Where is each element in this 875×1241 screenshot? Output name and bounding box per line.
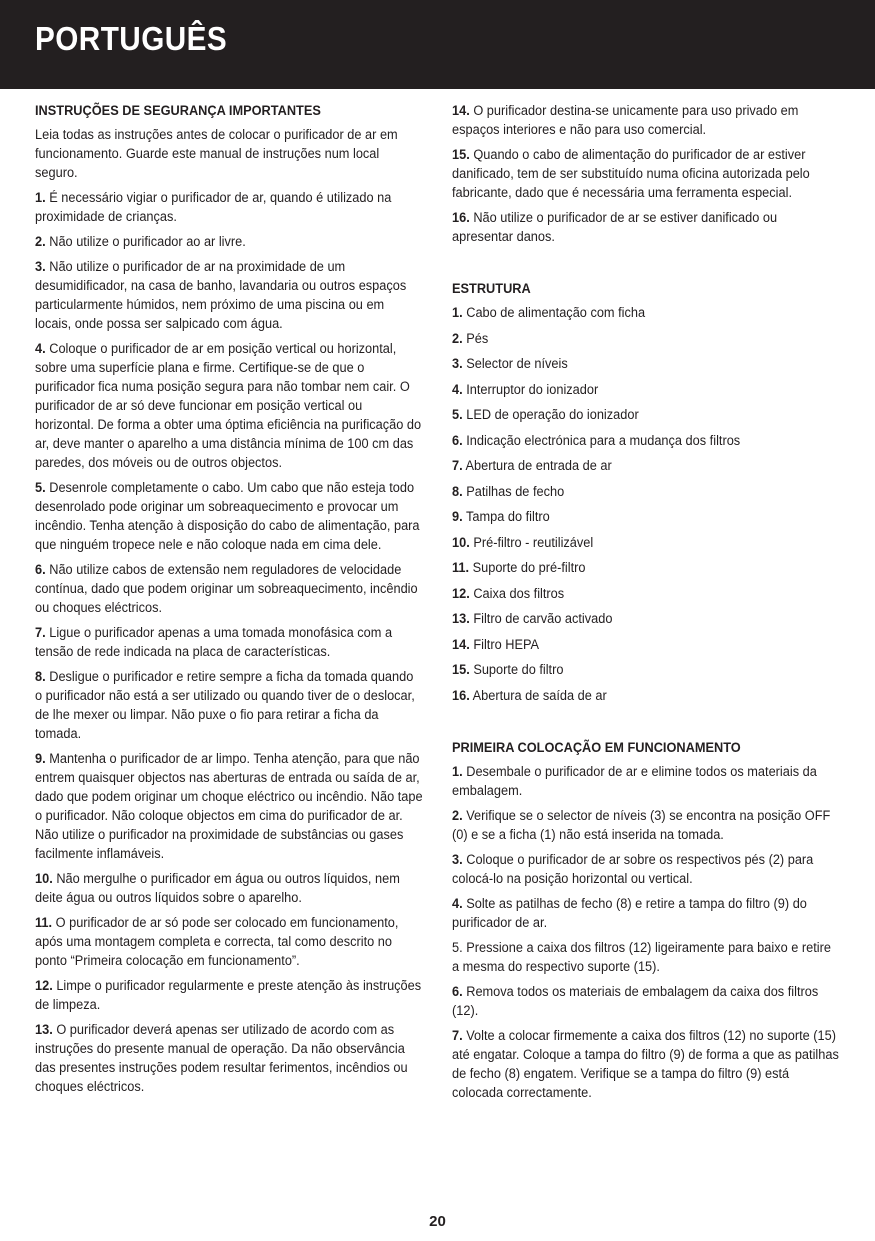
left-column	[35, 102, 423, 1103]
structure-item-16: 16. Abertura de saída de ar	[452, 687, 607, 704]
first-use-item-5: 5. Pressione a caixa dos filtros (12) ligeiramente para baixo e retire a mesma do respectivo suporte (15).	[452, 940, 831, 975]
safety-item-10: 10. Não mergulhe o purificador em água ou outros líquidos, nem deite água ou outros líquidos sobre o aparelho.	[35, 871, 400, 906]
safety-item-7: 7. Ligue o purificador apenas a uma tomada monofásica com a tensão de rede indicada na placa de características.	[35, 625, 393, 660]
right-column	[452, 102, 840, 1109]
safety-item-6: 6. Não utilize cabos de extensão nem reguladores de velocidade contínua, dado que podem originar um sobreaquecimento, incêndio ou choques eléctricos.	[35, 562, 418, 616]
first-use-heading: PRIMEIRA COLOCAÇÃO EM FUNCIONAMENTO	[452, 740, 741, 756]
safety-item-5: 5. Desenrole completamente o cabo. Um cabo que não esteja todo desenrolado pode originar um sobreaquecimento e provocar um incêndio. Tenha atenção à disposição do cabo de alimentação, para que ninguém tropece nele e não coloque nada em cima dele.	[35, 480, 420, 553]
safety-item-3: 3. Não utilize o purificador de ar na proximidade de um desumidificador, na casa de banho, lavandaria ou outros espaços particularmente húmidos, nem próximo de uma piscina ou em locais, onde possa ser salpicado com água.	[35, 259, 407, 332]
structure-item-10: 10. Pré-filtro - reutilizável	[452, 534, 594, 551]
structure-item-13: 13. Filtro de carvão activado	[452, 611, 613, 627]
structure-item-2: 2. Pés	[452, 330, 489, 347]
safety-item-13: 13. O purificador deverá apenas ser utilizado de acordo com as instruções do presente manual de operação. Da não observância das presentes instruções podem resultar ferimentos, incêndios ou choques eléctricos.	[35, 1022, 408, 1095]
structure-item-4: 4. Interruptor do ionizador	[452, 381, 599, 398]
structure-item-7: 7. Abertura de entrada de ar	[452, 458, 612, 474]
page-title: PORTUGUÊS	[35, 20, 228, 57]
structure-item-9: 9. Tampa do filtro	[452, 509, 550, 525]
safety-heading: INSTRUÇÕES DE SEGURANÇA IMPORTANTES	[35, 103, 321, 119]
safety-item-4: 4. Coloque o purificador de ar em posição vertical ou horizontal, sobre uma superfície plana e firme. Certifique-se de que o purificador fica numa posição segura para não tombar nem cair. O purificador de ar só deve funcionar em posição vertical ou horizontal. De forma a obter uma óptima eficiência na purificação do ar, deve manter o aparelho a uma distância mínima de 100 cm das paredes, dos móveis ou de outros objectos.	[35, 341, 422, 471]
safety-item-9: 9. Mantenha o purificador de ar limpo. Tenha atenção, para que não entrem quaisquer objectos nas aberturas de entrada ou saída de ar, dado que podem originar um choque eléctrico ou incêndio. Não tape o purificador. Não coloque objectos em cima do purificador de ar. Não utilize o purificador na proximidade de substâncias ou gases facilmente inflamáveis.	[35, 751, 423, 862]
header-bar	[0, 0, 875, 89]
first-use-item-1: 1. Desembale o purificador de ar e elimine todos os materiais da embalagem.	[452, 764, 817, 799]
safety-item-16: 16. Não utilize o purificador de ar se estiver danificado ou apresentar danos.	[452, 210, 778, 245]
structure-item-3: 3. Selector de níveis	[452, 356, 568, 372]
structure-item-6: 6. Indicação electrónica para a mudança dos filtros	[452, 432, 741, 449]
structure-item-15: 15. Suporte do filtro	[452, 662, 564, 678]
page-number: 20	[429, 1213, 446, 1230]
first-use-item-3: 3. Coloque o purificador de ar sobre os respectivos pés (2) para colocá-lo na posição horizontal ou vertical.	[452, 852, 814, 887]
safety-item-11: 11. O purificador de ar só pode ser colocado em funcionamento, após uma montagem completa e correcta, tal como descrito no ponto “Primeira colocação em funcionamento”.	[35, 915, 399, 969]
safety-item-12: 12. Limpe o purificador regularmente e preste atenção às instruções de limpeza.	[35, 978, 422, 1013]
safety-item-2: 2. Não utilize o purificador ao ar livre.	[35, 234, 246, 250]
safety-item-8: 8. Desligue o purificador e retire sempre a ficha da tomada quando o purificador não está a ser utilizado ou quando tiver de o deslocar, de lhe mexer ou limpar. Não puxe o fio para retirar a ficha da tomada.	[35, 669, 415, 742]
structure-item-8: 8. Patilhas de fecho	[452, 483, 565, 500]
first-use-item-2: 2. Verifique se o selector de níveis (3) se encontra na posição OFF (0) e se a ficha (1) não está inserida na tomada.	[452, 808, 831, 843]
safety-item-14: 14. O purificador destina-se unicamente para uso privado em espaços interiores e não para uso comercial.	[452, 103, 799, 138]
structure-item-14: 14. Filtro HEPA	[452, 636, 540, 653]
structure-item-12: 12. Caixa dos filtros	[452, 585, 565, 602]
structure-item-5: 5. LED de operação do ionizador	[452, 407, 639, 423]
safety-item-1: 1. É necessário vigiar o purificador de ar, quando é utilizado na proximidade de crianças.	[35, 190, 392, 225]
safety-item-15: 15. Quando o cabo de alimentação do purificador de ar estiver danificado, tem de ser substituído numa oficina autorizada pelo fabricante, dado que é necessária uma ferramenta especial.	[452, 147, 810, 201]
first-use-item-4: 4. Solte as patilhas de fecho (8) e retire a tampa do filtro (9) do purificador de ar.	[452, 896, 807, 931]
structure-item-1: 1. Cabo de alimentação com ficha	[452, 305, 646, 321]
structure-heading: ESTRUTURA	[452, 281, 531, 297]
first-use-item-7: 7. Volte a colocar firmemente a caixa dos filtros (12) no suporte (15) até engatar. Coloque a tampa do filtro (9) de forma a que as patilhas de fecho (8) engatem. Verifique se a tampa do filtro (9) está colocada correctamente.	[452, 1028, 839, 1101]
structure-item-11: 11. Suporte do pré-filtro	[452, 560, 586, 576]
safety-intro: Leia todas as instruções antes de colocar o purificador de ar em funcionamento. Guarde este manual de instruções num local seguro.	[35, 127, 398, 181]
first-use-item-6: 6. Remova todos os materiais de embalagem da caixa dos filtros (12).	[452, 984, 819, 1019]
